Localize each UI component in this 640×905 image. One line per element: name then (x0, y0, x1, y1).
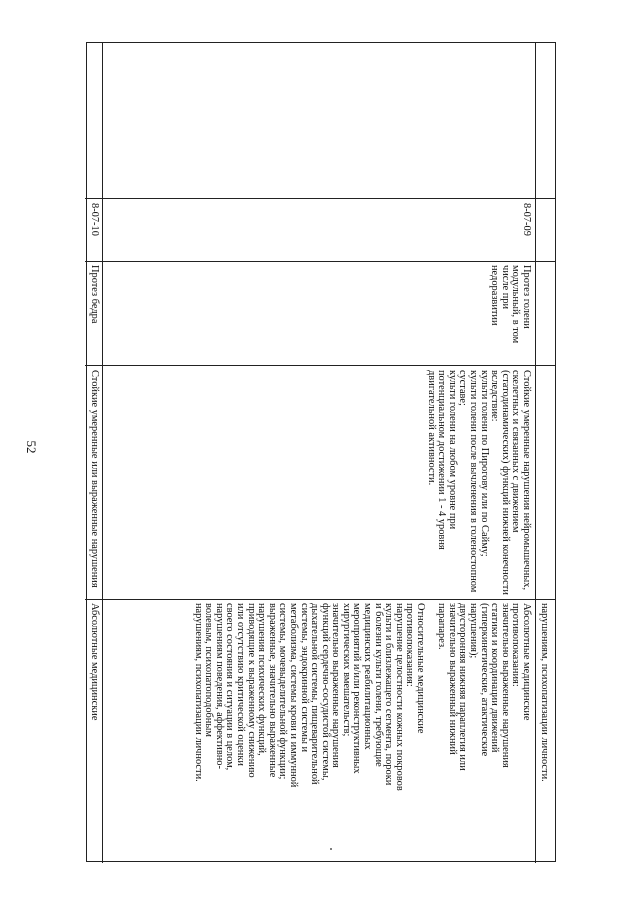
indication-line: культи голени на любом уровне при (446, 370, 458, 530)
indication-line: Стойкие умеренные или выраженные нарушения (89, 370, 100, 588)
indication-line: Стойкие умеренные нарушения нейромышечных, (521, 370, 532, 591)
contraindication-line: (гиперкинетические, атактические (478, 603, 490, 757)
indication-line: потенциальном достижении 1 - 4 уровня (436, 370, 448, 550)
name-line: Протез бедра (89, 265, 100, 324)
indication-line: суставе; (457, 370, 469, 406)
name-cell (88, 265, 99, 323)
contraindication-line: волевым, психопатоподобным (203, 603, 215, 737)
contraindication-line: своего состояния и ситуации в целом, (224, 603, 236, 771)
contraindication-line: противопоказания: (404, 603, 416, 687)
page-number: 52 (24, 440, 39, 454)
name-line: модульный, в том (510, 265, 522, 344)
row-divider (535, 43, 536, 863)
column-divider (85, 261, 555, 262)
table-row (538, 603, 549, 782)
indication-line: (статодинамических) функций нижней конечности (499, 370, 511, 595)
contraindication-line: парапарез. (436, 603, 448, 650)
contraindication-line: нарушениям поведения, аффективно- (213, 603, 225, 769)
contraindication-line (425, 603, 436, 791)
contraindication-line: нарушения); (468, 603, 480, 659)
indication-line: культи голени по Пирогову или по Сайму; (478, 370, 490, 557)
contraindications-cell (88, 603, 99, 720)
contraindication-line: дыхательной системы, пищеварительной (309, 603, 321, 785)
column-divider (85, 198, 555, 199)
contraindication-line: мероприятий и/или реконструктивных (351, 603, 363, 774)
contraindication-line: медицинских реабилитационных (362, 603, 374, 750)
item-code: 8-07-09 (521, 203, 532, 236)
row-divider (102, 43, 103, 863)
contraindication-line: нарушение целостности кожных покровов (393, 603, 405, 791)
contraindication-line: нарушениям, психопатизации личности. (192, 603, 204, 782)
contraindication-line: культи и близлежащего сегмента, пороки (383, 603, 395, 786)
contraindication-line: выраженные, значительно выраженные (266, 603, 278, 778)
column-divider (85, 365, 555, 366)
name-line: Протез голени (521, 265, 532, 329)
contraindication-line: нарушениям, психопатизации личности. (539, 603, 550, 782)
contraindication-line: системы, эндокринной системы и (298, 603, 310, 753)
contraindication-line: двусторонняя нижняя параплегия или (457, 603, 469, 771)
contraindication-line: приводящие к выраженному снижению (245, 603, 257, 778)
contraindication-line: Абсолютные медицинские (89, 603, 100, 721)
contraindication-line: системы, мочевыделительной функции; (277, 603, 289, 780)
contraindication-line: и болезни культи голени, требующие (372, 603, 384, 767)
contraindication-line: статики и координации движений (489, 603, 501, 753)
code-cell (520, 203, 531, 236)
indication-line: культи голени после вычленения в голеностопном (468, 370, 480, 593)
indication-line: скелетных и связанных с движением (510, 370, 522, 533)
indications-cell (88, 370, 99, 588)
contraindication-line: значительно выраженные нарушения (330, 603, 342, 768)
name-line: недоразвитии (489, 265, 501, 326)
contraindication-line: противопоказания: (510, 603, 522, 687)
indication-line: двигательной активности. (425, 370, 437, 486)
contraindication-line: нарушения психических функций, (256, 603, 268, 756)
column-divider (85, 599, 555, 600)
contraindication-line: значительно выраженные нарушения (499, 603, 511, 768)
indications-cell (425, 370, 531, 595)
contraindication-line: Абсолютные медицинские (521, 603, 532, 721)
contraindication-line: Относительные медицинские (415, 603, 427, 734)
contraindication-line: или отсутствию критической оценки (234, 603, 246, 766)
contraindication-line: функций сердечно-сосудистой системы, (319, 603, 331, 781)
contraindication-line: значительно выраженный нижний (446, 603, 458, 755)
contraindication-line: метаболизма, системы крови и иммунной (287, 603, 299, 788)
contraindication-line: хирургических вмешательств; (340, 603, 352, 737)
name-cell (489, 265, 531, 343)
table-wrapper (86, 42, 556, 862)
item-code: 8-07-10 (89, 203, 100, 236)
contraindications-table (86, 42, 556, 862)
contraindications-cell (192, 603, 531, 791)
name-line: числе при (499, 265, 511, 310)
code-cell (88, 203, 99, 236)
indication-line: вследствие: (489, 370, 501, 422)
